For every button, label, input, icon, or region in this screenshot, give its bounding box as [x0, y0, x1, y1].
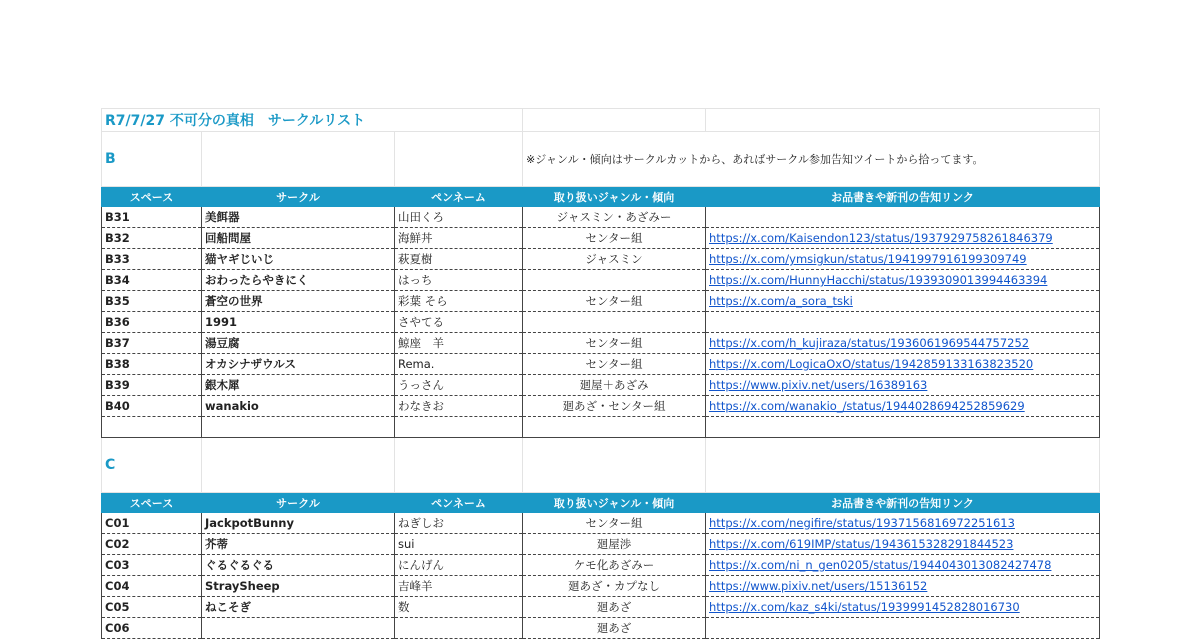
- column-header: サークル: [202, 493, 395, 513]
- announcement-link[interactable]: https://x.com/wanakio_/status/1944028694252859629: [709, 399, 1025, 413]
- penname-cell: ねぎしお: [395, 513, 523, 534]
- column-header: 取り扱いジャンル・傾向: [523, 493, 706, 513]
- space-cell: C03: [102, 555, 202, 576]
- table-row: [102, 207, 1100, 228]
- circle-cell: 銀木犀: [202, 375, 395, 396]
- penname-cell: にんげん: [395, 555, 523, 576]
- circle-cell: wanakio: [202, 396, 395, 417]
- penname-cell: 海鮮丼: [395, 228, 523, 249]
- table-row: [102, 513, 1100, 534]
- space-cell: B40: [102, 396, 202, 417]
- space-cell: C04: [102, 576, 202, 597]
- table-row: [102, 534, 1100, 555]
- announcement-link[interactable]: https://x.com/HunnyHacchi/status/1939309013994463394: [709, 273, 1048, 287]
- penname-cell: さやてる: [395, 312, 523, 333]
- penname-cell: わなきお: [395, 396, 523, 417]
- announcement-link[interactable]: https://www.pixiv.net/users/16389163: [709, 378, 928, 392]
- genre-cell: ケモ化あざみー: [523, 555, 706, 576]
- genre-cell: ジャスミン・あざみー: [523, 207, 706, 228]
- space-cell: B31: [102, 207, 202, 228]
- spreadsheet: [101, 108, 1099, 639]
- penname-cell: 吉峰羊: [395, 576, 523, 597]
- genre-cell: 廻屋渉: [523, 534, 706, 555]
- table-row: [102, 249, 1100, 270]
- genre-cell: センター組: [523, 228, 706, 249]
- space-cell: C01: [102, 513, 202, 534]
- announcement-link[interactable]: https://x.com/ni_n_gen0205/status/1944043013082427478: [709, 558, 1052, 572]
- empty-row: [102, 417, 1100, 438]
- circle-cell: 猫ヤギじいじ: [202, 249, 395, 270]
- announcement-link[interactable]: https://x.com/negifire/status/1937156816972251613: [709, 516, 1015, 530]
- space-cell: C02: [102, 534, 202, 555]
- space-cell: B37: [102, 333, 202, 354]
- section-label: B: [102, 132, 202, 187]
- announcement-link[interactable]: https://x.com/a_sora_tski: [709, 294, 853, 308]
- genre-cell: 廻あざ: [523, 597, 706, 618]
- link-cell: [706, 396, 1100, 417]
- column-header: ペンネーム: [395, 187, 523, 207]
- table-row: [102, 597, 1100, 618]
- link-cell: [706, 576, 1100, 597]
- circle-cell: 湯豆腐: [202, 333, 395, 354]
- section-label: C: [102, 438, 202, 493]
- column-header: サークル: [202, 187, 395, 207]
- link-cell: [706, 333, 1100, 354]
- table-row: [102, 333, 1100, 354]
- genre-cell: 廻屋＋あざみ: [523, 375, 706, 396]
- header-row: [102, 187, 1100, 207]
- penname-cell: はっち: [395, 270, 523, 291]
- table-row: [102, 312, 1100, 333]
- penname-cell: 彩葉 そら: [395, 291, 523, 312]
- column-header: お品書きや新刊の告知リンク: [706, 493, 1100, 513]
- space-cell: B34: [102, 270, 202, 291]
- genre-cell: [523, 312, 706, 333]
- space-cell: B35: [102, 291, 202, 312]
- announcement-link[interactable]: https://x.com/619IMP/status/1943615328291844523: [709, 537, 1014, 551]
- circle-cell: StraySheep: [202, 576, 395, 597]
- sheet-title: R7/7/27 不可分の真相 サークルリスト: [102, 109, 523, 132]
- space-cell: B38: [102, 354, 202, 375]
- table-row: [102, 270, 1100, 291]
- circle-cell: 蒼空の世界: [202, 291, 395, 312]
- penname-cell: 萩夏樹: [395, 249, 523, 270]
- announcement-link[interactable]: https://www.pixiv.net/users/15136152: [709, 579, 928, 593]
- circle-cell: 美餌器: [202, 207, 395, 228]
- penname-cell: sui: [395, 534, 523, 555]
- announcement-link[interactable]: https://x.com/LogicaOxO/status/1942859133163823520: [709, 357, 1034, 371]
- penname-cell: 鯨座 羊: [395, 333, 523, 354]
- link-cell: [706, 291, 1100, 312]
- link-cell: [706, 228, 1100, 249]
- link-cell: [706, 375, 1100, 396]
- column-header: 取り扱いジャンル・傾向: [523, 187, 706, 207]
- table-row: [102, 228, 1100, 249]
- table-row: [102, 555, 1100, 576]
- genre-cell: 廻あざ・カプなし: [523, 576, 706, 597]
- title-row: [102, 109, 1100, 132]
- section-row: [102, 132, 1100, 187]
- circle-cell: JackpotBunny: [202, 513, 395, 534]
- circle-list-table: [101, 108, 1100, 639]
- table-row: [102, 354, 1100, 375]
- circle-cell: ねこそぎ: [202, 597, 395, 618]
- link-cell: [706, 555, 1100, 576]
- column-header: ペンネーム: [395, 493, 523, 513]
- table-row: [102, 396, 1100, 417]
- circle-cell: ぐるぐるぐる: [202, 555, 395, 576]
- genre-cell: [523, 270, 706, 291]
- column-header: スペース: [102, 493, 202, 513]
- circle-cell: 回船問屋: [202, 228, 395, 249]
- link-cell: [706, 354, 1100, 375]
- link-cell: [706, 618, 1100, 639]
- genre-cell: ジャスミン: [523, 249, 706, 270]
- announcement-link[interactable]: https://x.com/h_kujiraza/status/1936061969544757252: [709, 336, 1030, 350]
- genre-cell: 廻あざ: [523, 618, 706, 639]
- section-row: [102, 438, 1100, 493]
- space-cell: C05: [102, 597, 202, 618]
- space-cell: B33: [102, 249, 202, 270]
- circle-cell: 1991: [202, 312, 395, 333]
- link-cell: [706, 597, 1100, 618]
- circle-cell: オカシナザウルス: [202, 354, 395, 375]
- genre-cell: センター組: [523, 291, 706, 312]
- penname-cell: 山田くろ: [395, 207, 523, 228]
- space-cell: B32: [102, 228, 202, 249]
- announcement-link[interactable]: https://x.com/ymsigkun/status/1941997916199309749: [709, 252, 1027, 266]
- circle-cell: [202, 618, 395, 639]
- space-cell: C06: [102, 618, 202, 639]
- link-cell: [706, 513, 1100, 534]
- link-cell: [706, 534, 1100, 555]
- genre-cell: センター組: [523, 354, 706, 375]
- column-header: お品書きや新刊の告知リンク: [706, 187, 1100, 207]
- link-cell: [706, 207, 1100, 228]
- link-cell: [706, 249, 1100, 270]
- column-header: スペース: [102, 187, 202, 207]
- penname-cell: [395, 618, 523, 639]
- circle-cell: おわったらやきにく: [202, 270, 395, 291]
- table-row: [102, 375, 1100, 396]
- table-row: [102, 291, 1100, 312]
- header-row: [102, 493, 1100, 513]
- table-row: [102, 576, 1100, 597]
- announcement-link[interactable]: https://x.com/Kaisendon123/status/1937929758261846379: [709, 231, 1053, 245]
- penname-cell: うっさん: [395, 375, 523, 396]
- announcement-link[interactable]: https://x.com/kaz_s4ki/status/1939991452828016730: [709, 600, 1020, 614]
- genre-cell: センター組: [523, 333, 706, 354]
- penname-cell: Rema.: [395, 354, 523, 375]
- link-cell: [706, 312, 1100, 333]
- space-cell: B36: [102, 312, 202, 333]
- genre-cell: 廻あざ・センター組: [523, 396, 706, 417]
- circle-cell: 芥蒂: [202, 534, 395, 555]
- genre-note: ※ジャンル・傾向はサークルカットから、あればサークル参加告知ツイートから拾ってます。: [523, 132, 1100, 187]
- link-cell: [706, 270, 1100, 291]
- penname-cell: 数: [395, 597, 523, 618]
- genre-cell: センター組: [523, 513, 706, 534]
- table-row: [102, 618, 1100, 639]
- space-cell: B39: [102, 375, 202, 396]
